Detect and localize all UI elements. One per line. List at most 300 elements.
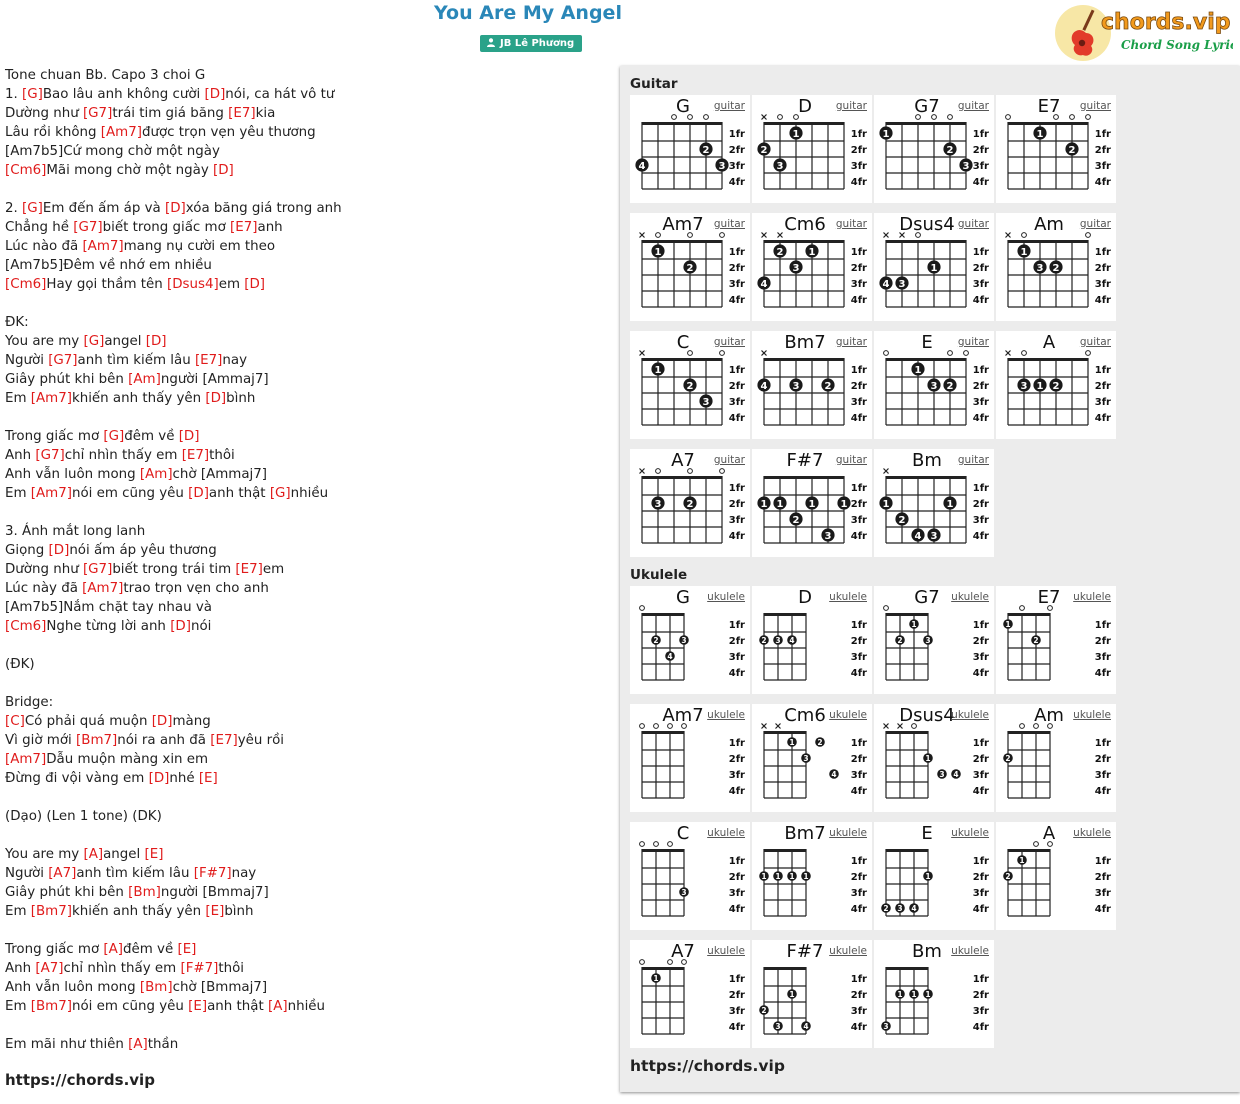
fret-label: 2fr — [850, 145, 867, 156]
lyric-line — [5, 332, 605, 351]
ukulele-chord-card[interactable] — [752, 586, 872, 694]
lyric-text: nhiều — [290, 486, 329, 501]
chord-tag[interactable]: [G7] — [48, 353, 78, 368]
finger-number: 2 — [824, 380, 832, 392]
finger-number: 2 — [946, 380, 954, 392]
lyric-line — [5, 142, 605, 161]
lyric-text: bình — [224, 904, 254, 919]
lyric-text: [Am7b5]Nắm chặt tay nhau và — [5, 600, 212, 615]
finger-number: 1 — [946, 498, 954, 510]
guitar-chord-card[interactable] — [630, 331, 750, 439]
fret-label: 1fr — [850, 129, 867, 140]
chord-tag[interactable]: [E] — [177, 942, 197, 957]
lyric-text: Người — [5, 866, 49, 881]
fret-label: 1fr — [728, 856, 745, 867]
chord-name: Cm6 — [784, 214, 826, 235]
chord-tag[interactable]: [F#7] — [180, 961, 219, 976]
fret-label: 4fr — [850, 904, 867, 915]
chord-tag[interactable]: [D] — [164, 201, 186, 216]
ukulele-chord-card[interactable] — [630, 940, 750, 1048]
lyric-text: thôi — [218, 961, 245, 976]
chord-name: C — [676, 823, 690, 844]
chord-name: Cm6 — [784, 705, 826, 726]
chord-tag[interactable]: [A] — [103, 942, 124, 957]
chord-tag[interactable]: [Am7] — [82, 581, 124, 596]
lyric-text: Mãi mong chờ một ngày — [46, 163, 214, 178]
lyric-text: chỉ nhìn thấy em — [64, 448, 182, 463]
chord-tag[interactable]: [A7] — [35, 961, 64, 976]
chord-tag[interactable]: [Am] — [128, 372, 161, 387]
finger-number: 2 — [760, 144, 768, 156]
lyric-text: đêm về — [124, 429, 179, 444]
nut-bar — [763, 849, 806, 852]
fret-label: 1fr — [1094, 129, 1111, 140]
chord-tag[interactable]: [Cm6] — [5, 163, 47, 178]
lyric-text: Giọng — [5, 543, 49, 558]
fret-label: 1fr — [1094, 247, 1111, 258]
chord-tag[interactable]: [D] — [205, 391, 227, 406]
lyric-text: trao trọn vẹn cho anh — [123, 581, 269, 596]
finger-number: 1 — [789, 738, 795, 747]
lyric-text: Em đến ấm áp và — [42, 201, 165, 216]
fret-label: 2fr — [728, 145, 745, 156]
finger-number: 3 — [775, 636, 781, 645]
chord-tag[interactable]: [Am7] — [82, 239, 124, 254]
lyric-line — [5, 636, 605, 655]
guitar-chord-card[interactable] — [752, 331, 872, 439]
fret-label: 3fr — [972, 1006, 989, 1017]
chord-tag[interactable]: [D] — [178, 429, 200, 444]
guitar-chord-link[interactable]: guitar — [835, 454, 867, 466]
lyric-text: Trong giấc mơ — [5, 942, 104, 957]
panel-site-url[interactable]: https://chords.vip — [630, 1057, 785, 1075]
chord-tag[interactable]: [G] — [83, 334, 105, 349]
chord-name: E — [921, 823, 933, 844]
guitar-chord-link[interactable]: guitar — [957, 336, 989, 348]
lyric-text: Em mãi như thiên — [5, 1037, 129, 1052]
chord-tag[interactable]: [Dsus4] — [166, 277, 219, 292]
fret-label: 4fr — [728, 295, 745, 306]
lyric-line — [5, 218, 605, 237]
lyrics-body — [5, 66, 605, 1054]
finger-number: 1 — [789, 872, 795, 881]
lyric-text: Anh vẫn luôn mong — [5, 980, 140, 995]
fret-label: 4fr — [972, 668, 989, 679]
finger-number: 1 — [654, 246, 662, 258]
chord-tag[interactable]: [D] — [170, 619, 191, 634]
chord-tag[interactable]: [Bm7] — [30, 904, 72, 919]
guitar-chord-card[interactable] — [874, 95, 994, 203]
finger-number: 4 — [882, 278, 890, 290]
chord-name: E — [921, 332, 933, 353]
chord-tag[interactable]: [G7] — [82, 562, 113, 577]
lyric-line — [5, 275, 605, 294]
lyric-text: được trọn vẹn yêu thương — [141, 125, 316, 140]
chord-tag[interactable]: [G] — [269, 486, 291, 501]
artist-badge[interactable] — [480, 35, 582, 52]
finger-number: 2 — [761, 636, 767, 645]
chord-tag[interactable]: [E] — [144, 847, 164, 862]
lyric-text: em — [218, 277, 245, 292]
lyric-text: Giây phút khi bên — [5, 885, 129, 900]
chord-tag[interactable]: [D] — [151, 714, 173, 729]
guitar-chord-link[interactable]: guitar — [1079, 218, 1111, 230]
guitar-logo-icon — [1053, 3, 1233, 63]
finger-number: 4 — [953, 770, 959, 779]
fret-label: 4fr — [728, 413, 745, 424]
lyric-text: anh — [257, 220, 283, 235]
ukulele-chord-link[interactable]: ukulele — [829, 709, 867, 721]
chord-tag[interactable]: [D] — [188, 486, 209, 501]
guitar-chord-card[interactable] — [996, 331, 1116, 439]
guitar-chord-link[interactable]: guitar — [957, 218, 989, 230]
guitar-chord-link[interactable]: guitar — [957, 100, 989, 112]
site-url[interactable]: https://chords.vip — [5, 1071, 155, 1089]
nut-bar — [641, 967, 684, 970]
lyric-text: nay — [231, 866, 257, 881]
nut-bar — [885, 613, 928, 616]
ukulele-chord-link[interactable]: ukulele — [951, 709, 989, 721]
lyric-text: khiến anh thấy yên — [71, 391, 206, 406]
finger-number: 3 — [930, 530, 938, 542]
fret-label: 4fr — [728, 1022, 745, 1033]
fret-label: 3fr — [728, 279, 745, 290]
guitar-chord-link[interactable]: guitar — [835, 100, 867, 112]
chord-tag[interactable]: [G7] — [82, 106, 113, 121]
guitar-chord-card[interactable] — [630, 95, 750, 203]
fret-label: 3fr — [850, 397, 867, 408]
lyric-text: Em — [5, 486, 31, 501]
chord-tag[interactable]: [E7] — [181, 448, 210, 463]
lyric-text: Lúc nào đã — [5, 239, 83, 254]
chord-tag[interactable]: [D] — [145, 334, 167, 349]
lyric-text: [Am7b5]Đêm về nhớ em nhiều — [5, 258, 212, 273]
ukulele-chord-link[interactable]: ukulele — [1073, 709, 1111, 721]
chord-name: Bm7 — [784, 823, 826, 844]
ukulele-chord-link[interactable]: ukulele — [951, 945, 989, 957]
fret-label: 2fr — [728, 990, 745, 1001]
fret-label: 2fr — [728, 263, 745, 274]
finger-number: 3 — [681, 888, 687, 897]
chord-tag[interactable]: [E] — [198, 771, 218, 786]
fret-label: 4fr — [850, 177, 867, 188]
lyric-line — [5, 465, 605, 484]
fret-label: 2fr — [850, 754, 867, 765]
lyric-text: You are my — [5, 847, 84, 862]
finger-number: 1 — [808, 246, 816, 258]
guitar-chord-link[interactable]: guitar — [835, 336, 867, 348]
chord-tag[interactable]: [Bm7] — [30, 999, 72, 1014]
guitar-chord-card[interactable] — [752, 95, 872, 203]
guitar-chord-link[interactable]: guitar — [1079, 100, 1111, 112]
chord-tag[interactable]: [E7] — [235, 562, 263, 577]
lyric-line — [5, 256, 605, 275]
finger-number: 4 — [760, 380, 768, 392]
finger-number: 1 — [808, 498, 816, 510]
lyric-text: thần — [147, 1037, 179, 1052]
logo-tagline: Chord Song Lyric — [1121, 38, 1233, 52]
guitar-chord-link[interactable]: guitar — [1079, 336, 1111, 348]
lyric-text: nói em cũng yêu — [71, 999, 189, 1014]
chord-tag[interactable]: [Am7] — [30, 486, 72, 501]
chord-tag[interactable]: [Bm] — [128, 885, 161, 900]
chord-tag[interactable]: [Bm7] — [76, 733, 118, 748]
fret-label: 1fr — [972, 483, 989, 494]
guitar-chord-card[interactable] — [874, 331, 994, 439]
finger-number: 3 — [775, 1022, 781, 1031]
finger-number: 4 — [760, 278, 768, 290]
fret-label: 2fr — [1094, 381, 1111, 392]
guitar-chord-card[interactable] — [996, 95, 1116, 203]
ukulele-chord-card[interactable] — [630, 822, 750, 930]
fret-label: 2fr — [850, 263, 867, 274]
ukulele-chord-link[interactable]: ukulele — [829, 945, 867, 957]
nut-bar — [885, 358, 966, 361]
fret-label: 3fr — [972, 652, 989, 663]
fret-label: 3fr — [728, 515, 745, 526]
lyric-text: anh tìm kiếm lâu — [76, 866, 194, 881]
finger-number: 3 — [898, 278, 906, 290]
lyric-line — [5, 541, 605, 560]
chord-tag[interactable]: [D] — [213, 163, 234, 178]
lyric-text: Vì giờ mới — [5, 733, 77, 748]
fret-label: 3fr — [850, 1006, 867, 1017]
fret-label: 3fr — [972, 770, 989, 781]
chord-tag[interactable]: [G7] — [35, 448, 65, 463]
lyric-text: Anh — [5, 448, 36, 463]
fret-label: 2fr — [728, 636, 745, 647]
finger-number: 1 — [654, 364, 662, 376]
finger-number: 2 — [1052, 262, 1060, 274]
chord-tag[interactable]: [G] — [103, 429, 125, 444]
fret-label: 1fr — [1094, 738, 1111, 749]
chord-name: C — [676, 332, 690, 353]
lyric-text: nói em cũng yêu — [71, 486, 189, 501]
finger-number: 4 — [911, 904, 917, 913]
finger-number: 2 — [1033, 636, 1039, 645]
fret-label: 1fr — [850, 974, 867, 985]
finger-number: 1 — [914, 364, 922, 376]
chord-tag[interactable]: [D] — [48, 543, 70, 558]
nut-bar — [641, 358, 722, 361]
lyric-text: chỉ nhìn thấy em — [63, 961, 181, 976]
ukulele-chord-card[interactable] — [874, 704, 994, 812]
finger-number: 3 — [930, 380, 938, 392]
nut-bar — [763, 613, 806, 616]
lyric-text: 1. — [5, 87, 23, 102]
chord-name: F#7 — [786, 450, 824, 471]
fret-label: 4fr — [972, 531, 989, 542]
ukulele-chord-card[interactable] — [874, 586, 994, 694]
ukulele-chord-link[interactable]: ukulele — [829, 591, 867, 603]
chord-tag[interactable]: [G] — [22, 87, 43, 102]
ukulele-chord-link[interactable]: ukulele — [707, 827, 745, 839]
ukulele-chord-link[interactable]: ukulele — [1073, 591, 1111, 603]
lyric-line — [5, 1035, 605, 1054]
lyric-line — [5, 1016, 605, 1035]
chord-tag[interactable]: [D] — [244, 277, 266, 292]
ukulele-chord-link[interactable]: ukulele — [951, 591, 989, 603]
chord-name: A — [1042, 332, 1056, 353]
lyric-line — [5, 845, 605, 864]
nut-bar — [763, 967, 806, 970]
ukulele-chord-link[interactable]: ukulele — [1073, 827, 1111, 839]
chord-tag[interactable]: [A] — [128, 1037, 148, 1052]
finger-number: 2 — [1005, 754, 1011, 763]
chord-tag[interactable]: [E] — [205, 904, 225, 919]
ukulele-chord-link[interactable]: ukulele — [951, 827, 989, 839]
guitar-chord-card[interactable] — [996, 213, 1116, 321]
chord-name: Am7 — [662, 705, 704, 726]
chord-tag[interactable]: [G7] — [73, 220, 103, 235]
lyric-text: (Dạo) (Len 1 tone) (DK) — [5, 809, 162, 824]
lyric-line — [5, 237, 605, 256]
lyric-text: chờ [Ammaj7] — [172, 467, 267, 482]
lyric-line — [5, 180, 605, 199]
fret-label: 4fr — [728, 177, 745, 188]
lyric-text: Tone chuan Bb. Capo 3 choi G — [5, 68, 206, 83]
finger-number: 1 — [1019, 856, 1025, 865]
chord-tag[interactable]: [E7] — [228, 106, 256, 121]
lyric-line — [5, 693, 605, 712]
guitar-chord-card[interactable] — [752, 449, 872, 557]
ukulele-chord-link[interactable]: ukulele — [707, 591, 745, 603]
finger-number: 3 — [654, 498, 662, 510]
finger-number: 3 — [824, 530, 832, 542]
site-logo[interactable] — [1053, 3, 1233, 63]
ukulele-chord-card[interactable] — [874, 940, 994, 1048]
fret-label: 3fr — [850, 515, 867, 526]
ukulele-chord-link[interactable]: ukulele — [829, 827, 867, 839]
chord-tag[interactable]: [Bm] — [139, 980, 173, 995]
nut-bar — [885, 240, 966, 243]
fret-label: 4fr — [972, 786, 989, 797]
fret-label: 1fr — [850, 365, 867, 376]
fret-label: 2fr — [850, 872, 867, 883]
lyric-text: You are my — [5, 334, 84, 349]
nut-bar — [1007, 122, 1088, 125]
fret-label: 4fr — [850, 295, 867, 306]
chord-tag[interactable]: [D] — [148, 771, 170, 786]
chord-panel — [620, 66, 1240, 1092]
fret-label: 3fr — [1094, 770, 1111, 781]
guitar-chord-card[interactable] — [630, 213, 750, 321]
lyric-line — [5, 294, 605, 313]
fret-label: 3fr — [972, 279, 989, 290]
fret-label: 3fr — [1094, 161, 1111, 172]
fret-label: 3fr — [1094, 652, 1111, 663]
lyric-line — [5, 807, 605, 826]
finger-number: 4 — [803, 1022, 809, 1031]
ukulele-chord-card[interactable] — [752, 940, 872, 1048]
fret-label: 4fr — [850, 1022, 867, 1033]
guitar-chord-link[interactable]: guitar — [713, 454, 745, 466]
nut-bar — [1007, 358, 1088, 361]
finger-number: 1 — [803, 872, 809, 881]
chord-tag[interactable]: [A] — [267, 999, 288, 1014]
ukulele-chord-card[interactable] — [630, 586, 750, 694]
chord-name: E7 — [1037, 96, 1061, 117]
ukulele-chord-card[interactable] — [996, 704, 1116, 812]
chord-tag[interactable]: [E7] — [210, 733, 238, 748]
lyric-text: Chẳng hề — [5, 220, 74, 235]
ukulele-chord-link[interactable]: ukulele — [707, 945, 745, 957]
chord-tag[interactable]: [G] — [22, 201, 43, 216]
nut-bar — [885, 122, 966, 125]
chord-tag[interactable]: [C] — [5, 714, 25, 729]
chord-tag[interactable]: [Cm6] — [5, 619, 47, 634]
ukulele-chord-card[interactable] — [996, 822, 1116, 930]
guitar-chord-link[interactable]: guitar — [957, 454, 989, 466]
fret-label: 1fr — [728, 974, 745, 985]
chord-tag[interactable]: [Cm6] — [5, 277, 47, 292]
ukulele-chord-card[interactable] — [752, 704, 872, 812]
guitar-chord-link[interactable]: guitar — [713, 336, 745, 348]
ukulele-chord-link[interactable]: ukulele — [707, 709, 745, 721]
finger-number: 2 — [1068, 144, 1076, 156]
finger-number: 2 — [653, 636, 659, 645]
chord-tag[interactable]: [A7] — [48, 866, 77, 881]
nut-bar — [763, 240, 844, 243]
fret-label: 3fr — [850, 770, 867, 781]
guitar-chord-link[interactable]: guitar — [713, 100, 745, 112]
fret-label: 2fr — [1094, 263, 1111, 274]
chord-tag[interactable]: [Am] — [139, 467, 173, 482]
fret-label: 1fr — [728, 247, 745, 258]
nut-bar — [885, 849, 928, 852]
guitar-chord-card[interactable] — [874, 213, 994, 321]
chord-tag[interactable]: [F#7] — [193, 866, 232, 881]
lyric-text: biết trong giấc mơ — [102, 220, 231, 235]
chord-tag[interactable]: [D] — [204, 87, 226, 102]
fret-label: 3fr — [1094, 397, 1111, 408]
guitar-chord-card[interactable] — [630, 449, 750, 557]
fret-label: 1fr — [728, 483, 745, 494]
finger-number: 4 — [831, 770, 837, 779]
nut-bar — [763, 358, 844, 361]
lyric-text: mang nụ cười em theo — [123, 239, 276, 254]
chord-tag[interactable]: [Am7] — [30, 391, 72, 406]
guitar-chord-card[interactable] — [752, 213, 872, 321]
fret-label: 1fr — [850, 738, 867, 749]
lyric-text: nói ấm áp yêu thương — [69, 543, 217, 558]
finger-number: 3 — [939, 770, 945, 779]
fret-label: 2fr — [1094, 754, 1111, 765]
chord-tag[interactable]: [E] — [188, 999, 208, 1014]
fret-label: 2fr — [1094, 145, 1111, 156]
finger-number: 3 — [792, 262, 800, 274]
guitar-chord-link[interactable]: guitar — [835, 218, 867, 230]
guitar-chord-link[interactable]: guitar — [713, 218, 745, 230]
ukulele-chord-card[interactable] — [630, 704, 750, 812]
guitar-chord-card[interactable] — [874, 449, 994, 557]
ukulele-chord-card[interactable] — [874, 822, 994, 930]
chord-name: D — [798, 96, 812, 117]
fret-label: 3fr — [1094, 888, 1111, 899]
chord-tag[interactable]: [E7] — [194, 353, 223, 368]
finger-number: 2 — [1052, 380, 1060, 392]
nut-bar — [885, 476, 966, 479]
ukulele-chord-card[interactable] — [752, 822, 872, 930]
chord-tag[interactable]: [A] — [83, 847, 104, 862]
chord-tag[interactable]: [Am7] — [5, 752, 47, 767]
lyric-text: màng — [172, 714, 211, 729]
nut-bar — [1007, 731, 1050, 734]
chord-tag[interactable]: [E7] — [230, 220, 258, 235]
ukulele-chord-card[interactable] — [996, 586, 1116, 694]
chord-tag[interactable]: [Am7] — [100, 125, 142, 140]
finger-number: 4 — [914, 530, 922, 542]
